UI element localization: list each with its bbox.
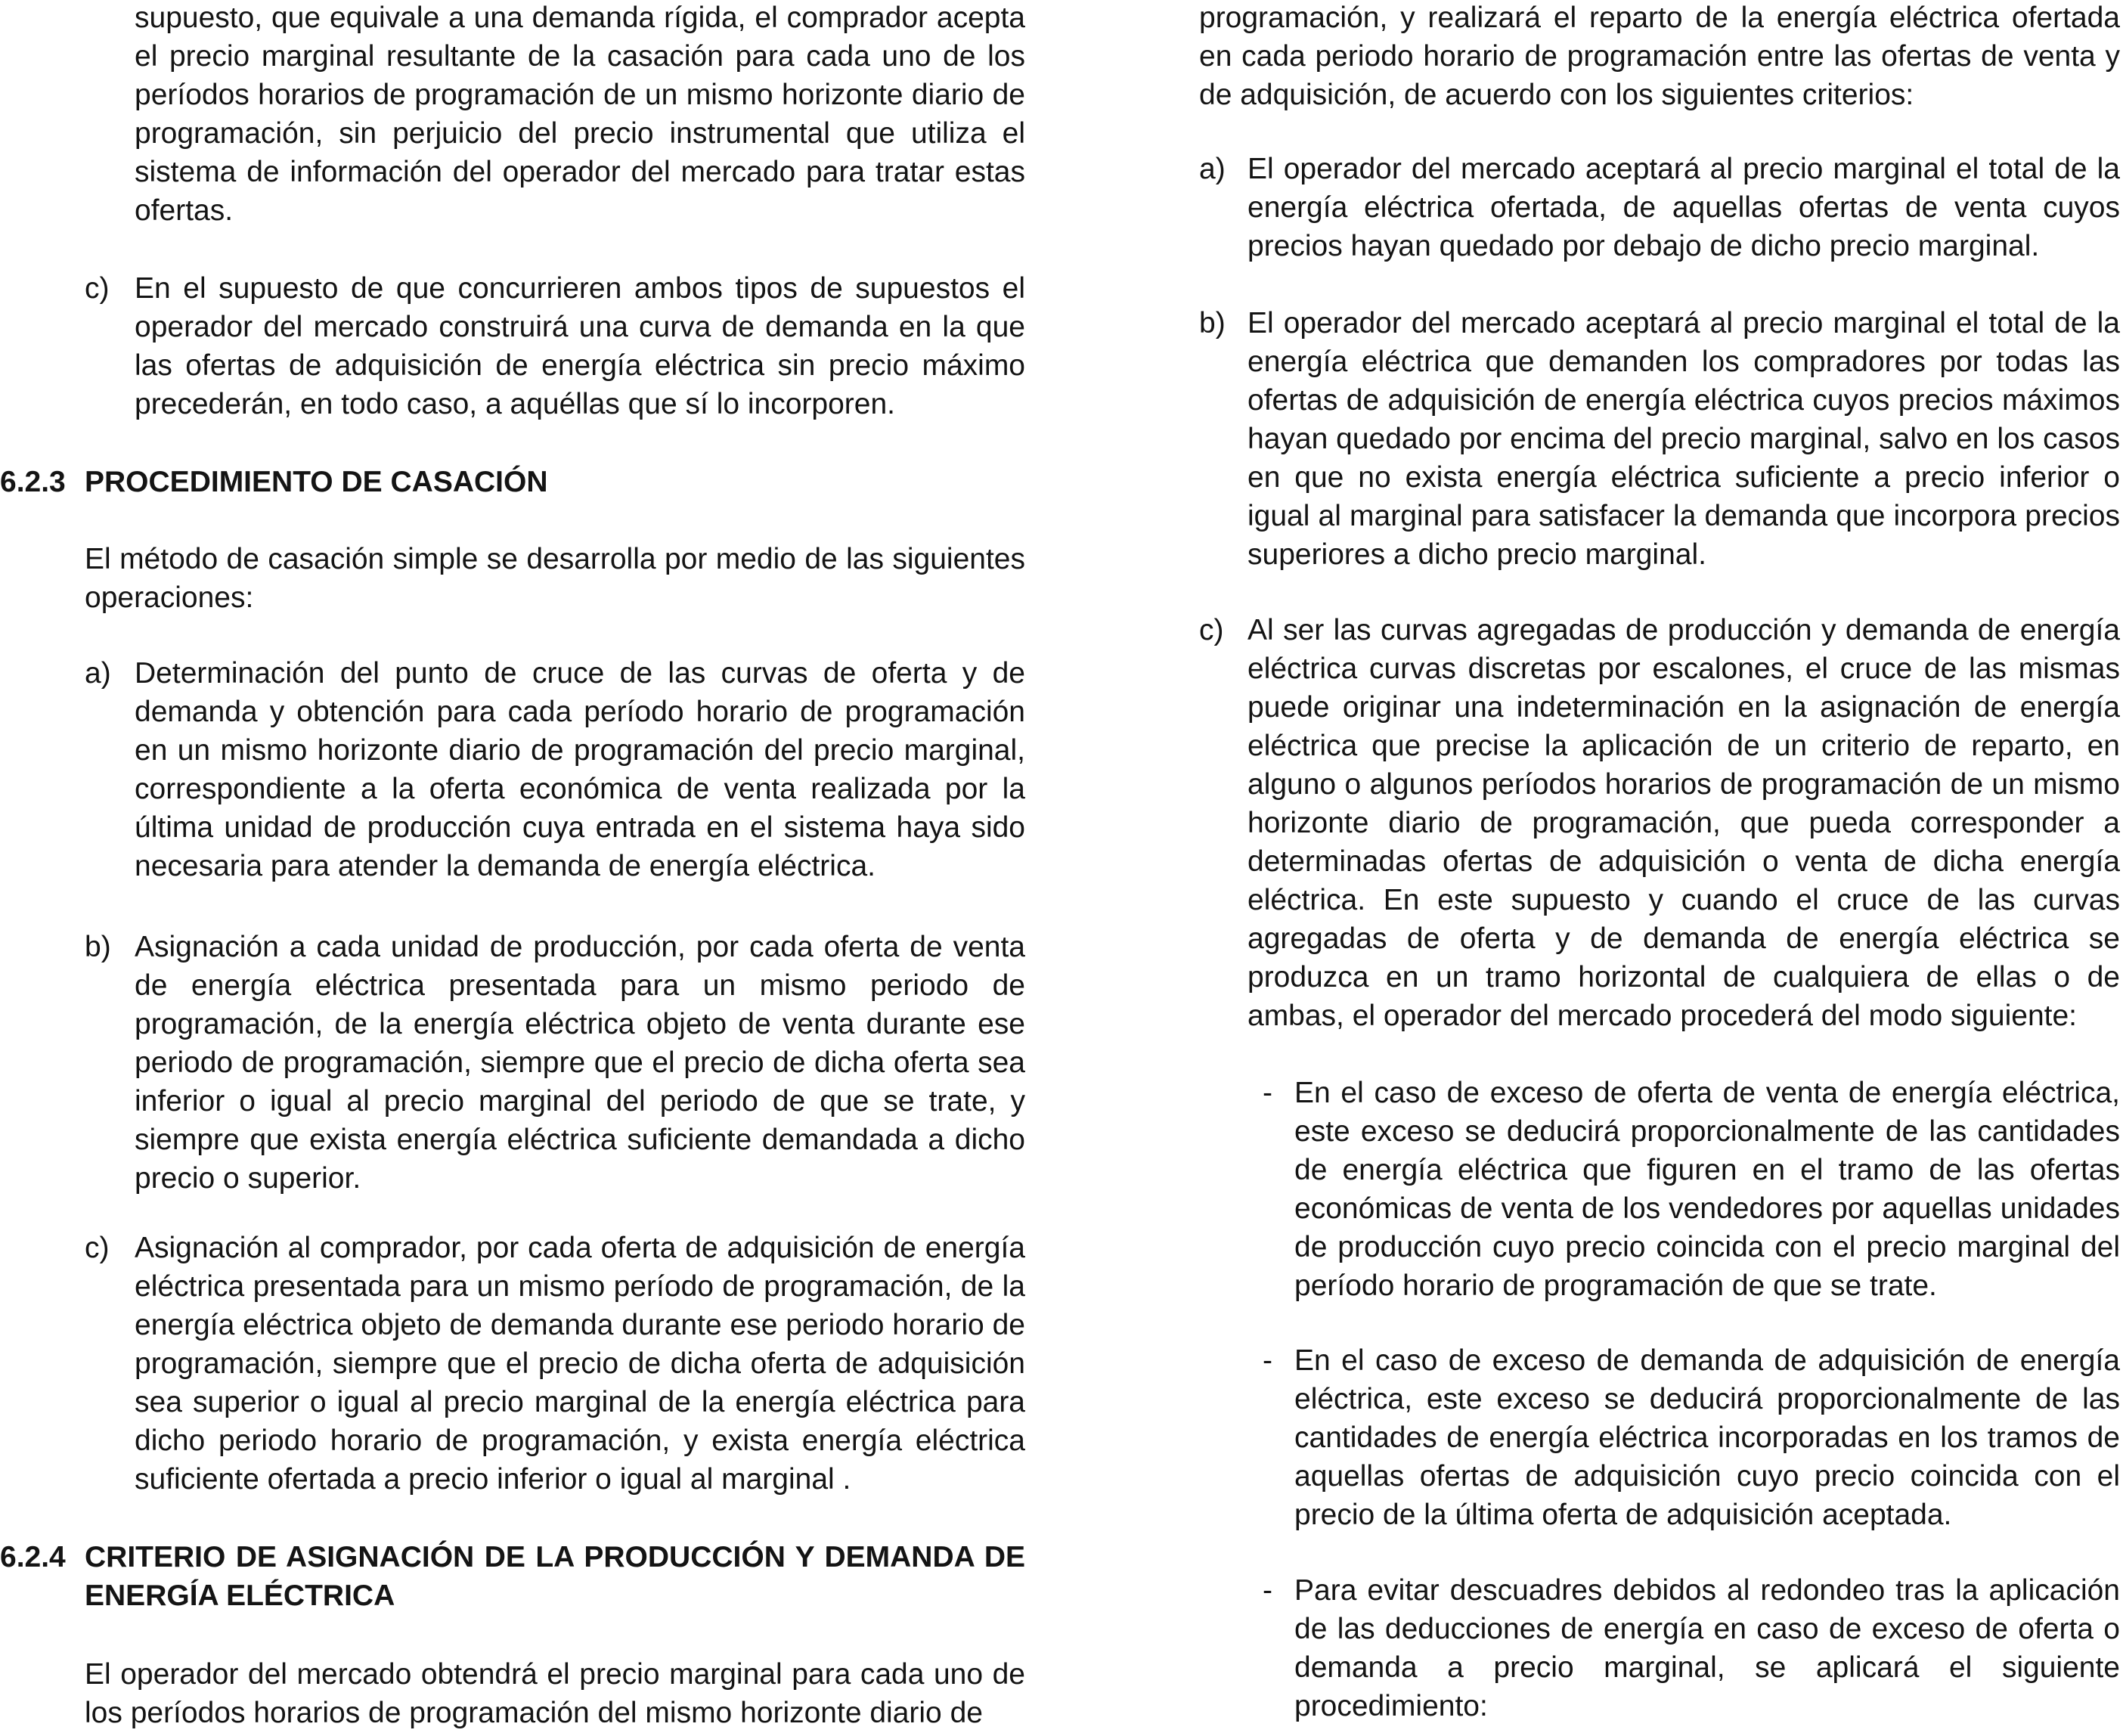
bullet-marker: - <box>1263 1344 1272 1377</box>
paragraph-continuation: supuesto, que equivale a una demanda rígida, el comprador acepta el precio marginal resultante de la casación para cada uno de los períodos horarios de programación de un mismo horizonte diario de programación, sin perjuicio del precio instrumental que utiliza el sistema de información del operador del mercado para tratar estas ofertas. <box>135 2 1025 227</box>
list-label: c) <box>1199 614 1224 646</box>
bullet-marker: - <box>1263 1574 1272 1607</box>
list-text: El operador del mercado aceptará al precio marginal el total de la energía eléctrica que demanden los compradores por todas las ofertas de adquisición de energía eléctrica cuyos precios máximos hayan quedado por encima del precio marginal, salvo en los casos en que no exista energía eléctrica suficiente a precio inferior o igual al marginal para satisfacer la demanda que incorpora precios superiores a dicho precio marginal. <box>1247 307 2120 571</box>
bullet-item <box>1263 1341 2120 1534</box>
operation-item-a <box>85 654 1025 885</box>
list-label: a) <box>1199 153 1226 185</box>
section-heading-6-2-4 <box>0 1538 1025 1615</box>
bullet-text: En el caso de exceso de demanda de adquisición de energía eléctrica, este exceso se deducirá proporcionalmente de las cantidades de energía eléctrica incorporadas en los tramos de aquellas ofertas de adquisición cuyo precio coincida con el precio de la última oferta de adquisición aceptada. <box>1294 1344 2120 1531</box>
list-label: c) <box>85 272 110 305</box>
bullet-item <box>1263 1074 2120 1305</box>
list-text: El operador del mercado aceptará al precio marginal el total de la energía eléctrica ofertada, de aquellas ofertas de venta cuyos precios hayan quedado por debajo de dicho precio marginal. <box>1247 153 2120 262</box>
list-text: Asignación al comprador, por cada oferta de adquisición de energía eléctrica presentada para un mismo período de programación, de la energía eléctrica objeto de demanda durante ese periodo horario de programación, siempre que el precio de dicha oferta de adquisición sea superior o igual al precio marginal de la energía eléctrica para dicho periodo horario de programación, y exista energía eléctrica suficiente ofertada a precio inferior o igual al marginal . <box>135 1232 1025 1496</box>
paragraph-continuation: programación, y realizará el reparto de la energía eléctrica ofertada en cada periodo horario de programación entre las ofertas de venta y de adquisición, de acuerdo con los siguientes criterios: <box>1199 2 2120 111</box>
list-text: Al ser las curvas agregadas de producción y demanda de energía eléctrica curvas discretas por escalones, el cruce de las mismas puede originar una indeterminación en la asignación de energía eléctrica que precise la aplicación de un criterio de reparto, en alguno o algunos períodos horarios de programación de un mismo horizonte diario de programación, que pueda corresponder a determinadas ofertas de adquisición o venta de dicha energía eléctrica. En este supuesto y cuando el cruce de las curvas agregadas de oferta y de demanda de energía eléctrica se produzca en un tramo horizontal de cualquiera de ellas o de ambas, el operador del mercado procederá del modo siguiente: <box>1247 614 2120 1032</box>
list-text: Asignación a cada unidad de producción, por cada oferta de venta de energía eléctrica presentada para un mismo periodo de programación, de la energía eléctrica objeto de venta durante ese periodo de programación, siempre que el precio de dicha oferta sea inferior o igual al precio marginal del periodo de que se trate, y siempre que exista energía eléctrica suficiente demandada a dicho precio o superior. <box>135 931 1025 1195</box>
operation-item-c <box>85 1229 1025 1499</box>
list-label: b) <box>85 931 111 963</box>
bullet-marker: - <box>1263 1077 1272 1109</box>
section-title: CRITERIO DE ASIGNACIÓN DE LA PRODUCCIÓN Y DEMANDA DE ENERGÍA ELÉCTRICA <box>85 1541 1025 1612</box>
section-heading-6-2-3 <box>0 463 1025 501</box>
section-number: 6.2.4 <box>0 1541 66 1573</box>
section-number: 6.2.3 <box>0 466 66 498</box>
bullet-text: Para evitar descuadres debidos al redondeo tras la aplicación de las deducciones de energía en caso de exceso de oferta o demanda a precio marginal, se aplicará el siguiente procedimiento: <box>1294 1574 2120 1722</box>
bullet-text: En el caso de exceso de oferta de venta de energía eléctrica, este exceso se deducirá proporcionalmente de las cantidades de energía eléctrica que figuren en el tramo de las ofertas económicas de venta de los vendedores por aquellas unidades de producción cuyo precio coincida con el precio marginal del período horario de programación de que se trate. <box>1294 1077 2120 1302</box>
criterion-item-b <box>1199 304 2120 574</box>
criterion-item-c <box>1199 611 2120 1035</box>
list-text: En el supuesto de que concurrieren ambos tipos de supuestos el operador del mercado construirá una curva de demanda en la que las ofertas de adquisición de energía eléctrica sin precio máximo precederán, en todo caso, a aquéllas que sí lo incorporen. <box>135 272 1025 420</box>
list-label: a) <box>85 657 111 690</box>
operation-item-b <box>85 928 1025 1198</box>
criterion-item-a <box>1199 150 2120 265</box>
list-label: c) <box>85 1232 110 1264</box>
bullet-item <box>1263 1571 2120 1725</box>
list-label: b) <box>1199 307 1226 339</box>
list-item-c <box>85 269 1025 423</box>
section-intro: El operador del mercado obtendrá el precio marginal para cada uno de los períodos horarios de programación del mismo horizonte diario de <box>85 1658 1025 1729</box>
section-title: PROCEDIMIENTO DE CASACIÓN <box>85 466 548 498</box>
list-text: Determinación del punto de cruce de las curvas de oferta y de demanda y obtención para cada período horario de programación en un mismo horizonte diario de programación del precio marginal, correspondiente a la oferta económica de venta realizada por la última unidad de producción cuya entrada en el sistema haya sido necesaria para atender la demanda de energía eléctrica. <box>135 657 1025 882</box>
section-intro: El método de casación simple se desarrolla por medio de las siguientes operaciones: <box>85 543 1025 614</box>
